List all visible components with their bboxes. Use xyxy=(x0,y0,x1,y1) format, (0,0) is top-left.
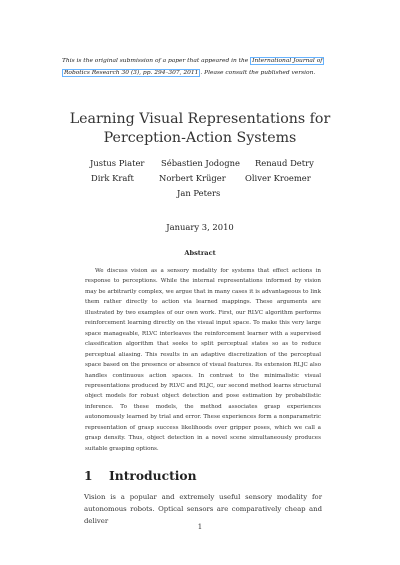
notice-suffix: . Please consult the published version. xyxy=(200,70,316,76)
author-name: Sébastien Jodogne xyxy=(161,158,240,168)
author-name: Oliver Kroemer xyxy=(245,173,311,183)
section-heading xyxy=(84,468,197,483)
title-line-1: Learning Visual Representations for xyxy=(69,111,331,127)
section-title: Introduction xyxy=(109,468,197,483)
abstract-text: We discuss vision as a sensory modality for systems that effect actions in response to perceptions. While the internal representations informed by vision may be arbitrarily complex, we argue that in many cases it is advantageous to link them rather directly to action via learned mappings. These arguments are illustrated by two examples of our own work. First, our RLVC algorithm performs reinforcement learning directly on the visual input space. To make this very large space manageable, RLVC interleaves the reinforcement learner with a supervised classification algorithm that seeks to split perceptual states so as to reduce perceptual aliasing. This results in an adaptive discretization of the perceptual space based on the presence or absence of visual features. Its extension RLJC also handles continuous action spaces. In contrast to the minimalistic visual representations produced by RLVC and RLJC, our second method learns structural object models for robust object detection and pose estimation by probabilistic inference. To these models, the method associates grasp experiences autonomously learned by trial and error. These experiences form a nonparametric representation of grasp success likelihoods over gripper poses, which we call a grasp density. Thus, object detection in a novel scene simultaneously produces suitable grasping options. xyxy=(85,268,321,452)
author-name: Renaud Detry xyxy=(255,158,314,168)
notice-prefix: This is the original submission of a paper that appeared in the xyxy=(62,58,251,64)
introduction-text: Vision is a popular and extremely useful sensory modality for autonomous robots. Optical sensors are comparatively cheap and deliver xyxy=(84,493,322,525)
publication-notice xyxy=(62,55,352,79)
paper-title xyxy=(0,110,400,148)
author-name: Justus Piater xyxy=(90,158,145,168)
author-name: Jan Peters xyxy=(177,188,221,198)
abstract-heading: Abstract xyxy=(184,249,216,257)
author-name: Dirk Kraft xyxy=(91,173,134,183)
title-line-2: Perception-Action Systems xyxy=(103,130,297,146)
journal-link-line1[interactable]: International Journal of xyxy=(252,58,323,64)
section-number: 1 xyxy=(84,468,93,483)
author-name: Norbert Krüger xyxy=(159,173,226,183)
page-number: 1 xyxy=(197,523,203,531)
paper-date: January 3, 2010 xyxy=(166,222,234,232)
journal-link-line2[interactable]: Robotics Research 30 (3), pp. 294–307, 2011 xyxy=(64,70,199,76)
